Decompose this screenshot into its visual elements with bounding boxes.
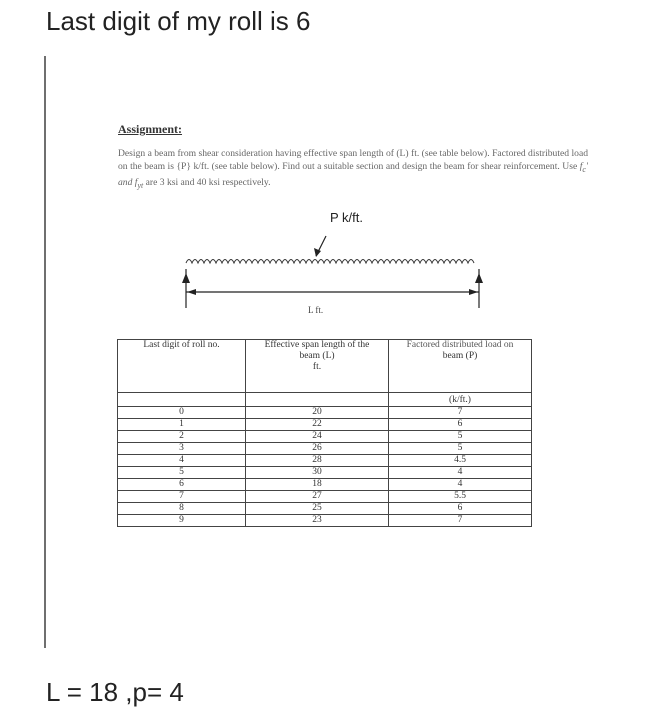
assignment-line-2: Factored distributed load on the beam is {P} k/ft. (see table below). Find out a suitable section — [118, 148, 589, 172]
load-cell: 4 — [389, 467, 532, 479]
roll-digit-cell: 0 — [118, 407, 246, 419]
table-row — [118, 479, 532, 491]
roll-digit-cell: 4 — [118, 455, 246, 467]
roll-digit-cell: 3 — [118, 443, 246, 455]
load-label: P k/ft. — [330, 210, 363, 225]
answer-text: L = 18 ,p= 4 — [46, 677, 184, 707]
fc-subscript: c — [582, 164, 586, 174]
span-cell: 23 — [246, 515, 389, 527]
unit-cell-empty-1 — [118, 393, 246, 407]
assignment-line-3a: and design the beam for shear reinforcement. Use — [385, 161, 580, 172]
fc-symbol: f — [579, 161, 583, 172]
table-row — [118, 419, 532, 431]
assignment-sheet — [60, 60, 620, 650]
span-cell: 20 — [246, 407, 389, 419]
span-cell: 28 — [246, 455, 389, 467]
span-cell: 30 — [246, 467, 389, 479]
span-cell: 27 — [246, 491, 389, 503]
fyt-subscript: yt — [137, 180, 144, 190]
load-cell: 6 — [389, 419, 532, 431]
load-cell: 4.5 — [389, 455, 532, 467]
beam-diagram — [60, 60, 620, 330]
load-cell: 7 — [389, 407, 532, 419]
load-cell: 5 — [389, 431, 532, 443]
span-arrow-right — [469, 289, 478, 295]
distributed-load-wave — [186, 260, 474, 264]
span-label: L ft. — [308, 305, 324, 315]
roll-digit-cell: 8 — [118, 503, 246, 515]
span-header-line-1: Effective span length of the — [264, 340, 370, 350]
table-row — [118, 503, 532, 515]
table-row — [118, 467, 532, 479]
roll-digit-cell: 1 — [118, 419, 246, 431]
table-row — [118, 407, 532, 419]
col-header-roll-digit: Last digit of roll no. — [118, 340, 246, 393]
fyt-symbol: f — [134, 176, 138, 188]
table-row — [118, 491, 532, 503]
roll-digit-cell: 9 — [118, 515, 246, 527]
span-cell: 24 — [246, 431, 389, 443]
table-row — [118, 455, 532, 467]
assignment-line-3b: are 3 ksi and 40 ksi respectively. — [143, 176, 271, 188]
load-header-line-1: Factored distributed load on — [406, 340, 514, 350]
and-text: and — [118, 176, 135, 188]
quote-bar — [44, 56, 46, 648]
left-support-arrow — [182, 273, 190, 283]
col-header-load — [389, 340, 532, 393]
table-header-row — [118, 340, 532, 393]
span-header-line-3: ft. — [312, 362, 322, 372]
span-header-line-2: beam (L) — [299, 351, 335, 361]
span-cell: 26 — [246, 443, 389, 455]
roll-digit-cell: 7 — [118, 491, 246, 503]
span-cell: 18 — [246, 479, 389, 491]
table-row — [118, 431, 532, 443]
table-row — [118, 515, 532, 527]
load-cell: 7 — [389, 515, 532, 527]
table-row — [118, 443, 532, 455]
load-cell: 6 — [389, 503, 532, 515]
page-heading: Last digit of my roll is 6 — [46, 6, 311, 36]
unit-row — [118, 393, 532, 407]
load-unit: (k/ft.) — [389, 393, 532, 407]
right-support-arrow — [475, 273, 483, 283]
span-arrow-left — [187, 289, 196, 295]
assignment-line-1: Design a beam from shear consideration having effective span length of (L) ft. (see table below). — [118, 148, 490, 159]
span-cell: 22 — [246, 419, 389, 431]
roll-digit-cell: 2 — [118, 431, 246, 443]
load-cell: 5 — [389, 443, 532, 455]
assignment-title: Assignment: — [118, 122, 183, 136]
col-header-span-length — [246, 340, 389, 393]
roll-digit-cell: 5 — [118, 467, 246, 479]
fc-prime: ' — [585, 161, 588, 172]
load-cell: 4 — [389, 479, 532, 491]
span-cell: 25 — [246, 503, 389, 515]
roll-digit-cell: 6 — [118, 479, 246, 491]
load-cell: 5.5 — [389, 491, 532, 503]
unit-cell-empty-2 — [246, 393, 389, 407]
roll-number-table — [117, 339, 532, 527]
load-header-line-2: beam (P) — [442, 351, 478, 361]
